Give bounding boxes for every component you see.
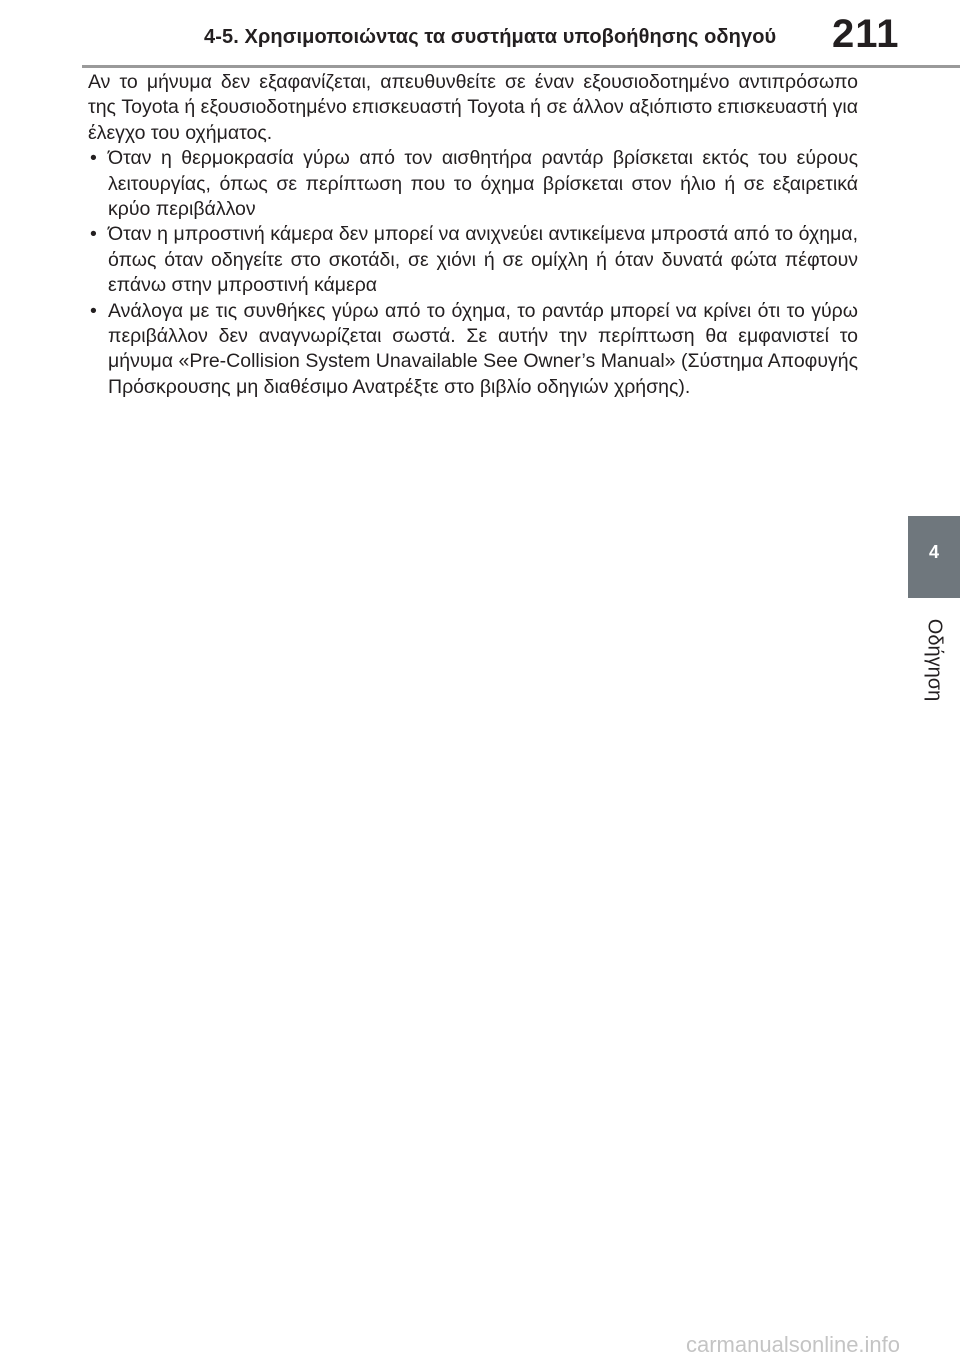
condition-list: [88, 146, 858, 400]
bullet-mark: •: [90, 147, 97, 170]
list-item: [88, 146, 858, 222]
header-rule: [82, 65, 960, 68]
list-item: [88, 222, 858, 298]
section-title: 4-5. Χρησιμοποιώντας τα συστήματα υποβοήθησης οδηγού: [204, 26, 777, 48]
bullet-mark: •: [90, 299, 97, 322]
list-item: [88, 299, 858, 401]
list-item-text: Όταν η μπροστινή κάμερα δεν μπορεί να ανιχνεύει αντικείμενα μπροστά από το όχημα, όπως όταν οδηγείτε στο σκοτάδι, σε χιόνι ή σε ομίχλη ή όταν δυνατά φώτα πέφτουν επάνω στην μπροστινή κάμερα: [108, 223, 858, 297]
list-item-text: Ανάλογα με τις συνθήκες γύρω από το όχημα, το ραντάρ μπορεί να κρίνει ότι το γύρω περιβάλλον δεν αναγνωρίζεται σωστά. Σε αυτήν την περίπτωση θα εμφανιστεί το μήνυμα «Pre-Collision System Unavailable See Owner’s Manual» (Σύστημα Αποφυγής Πρόσκρουσης μη διαθέσιμο Ανατρέξτε στο βιβλίο οδηγιών χρήσης).: [108, 299, 858, 398]
list-item-text: Όταν η θερμοκρασία γύρω από τον αισθητήρα ραντάρ βρίσκεται εκτός του εύρους λειτουργίας, όπως σε περίπτωση που το όχημα βρίσκεται στον ήλιο ή σε εξαιρετικά κρύο περιβάλλον: [108, 147, 858, 221]
chapter-number: 4: [928, 542, 939, 562]
bullet-mark: •: [90, 223, 97, 246]
watermark: carmanualsonline.info: [686, 1332, 901, 1357]
page-header: [0, 0, 960, 70]
chapter-tab: [908, 516, 960, 598]
intro-paragraph: Αν το μήνυμα δεν εξαφανίζεται, απευθυνθείτε σε έναν εξουσιοδοτημένο αντιπρόσωπο της Toyota ή εξουσιοδοτημένο επισκευαστή Toyota ή σε άλλον αξιόπιστο επισκευαστή για έλεγχο του οχήματος.: [88, 71, 858, 144]
chapter-label: Οδήγηση: [923, 618, 946, 702]
page-body: [88, 70, 858, 400]
page-number: 211: [832, 12, 900, 56]
